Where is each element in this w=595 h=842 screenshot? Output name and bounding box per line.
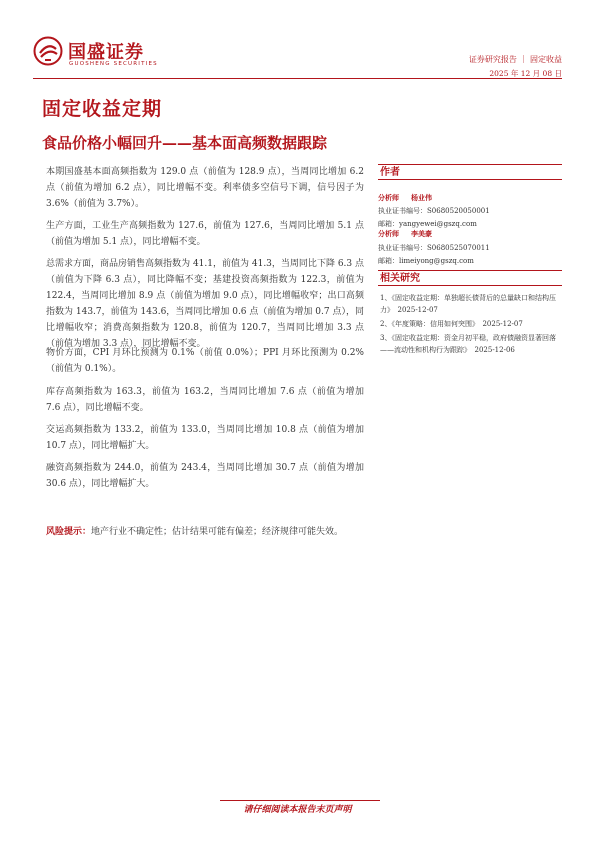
report-date: 2025 年 12 月 08 日	[489, 69, 562, 78]
related-item-3[interactable]: 3、《固定收益定期：资金月初平稳，政府债融资显著回落——流动性和机构行为跟踪》 2025-12-06	[380, 334, 556, 354]
inventory-paragraph: 库存高频指数为 163.3，前值为 163.2，当周同比增加 7.6 点（前值为增加 7.6 点），同比增幅不变。	[46, 387, 364, 413]
author-2-role: 分析师	[378, 229, 399, 238]
report-headline: 食品价格小幅回升——基本面高频数据跟踪	[42, 134, 328, 152]
company-name-cn: 国盛证券	[68, 42, 144, 63]
price-paragraph: 物价方面，CPI 月环比预测为 0.1%（前值 0.0%）；PPI 月环比预测为 0.2%（前值为 0.1%）。	[46, 348, 364, 374]
risk-text: 地产行业不确定性；估计结果可能有偏差；经济规律可能失效。	[91, 527, 344, 537]
author-2-header	[378, 229, 432, 239]
related-item-1[interactable]: 1、《固定收益定期：单独超长债背后的总量缺口和结构压力》 2025-12-07	[380, 294, 556, 314]
related-heading: 相关研究	[378, 270, 562, 286]
demand-paragraph: 总需求方面，商品房销售高频指数为 41.1，前值为 41.3，当周同比下降 6.3 点（前值为下降 6.3 点），同比降幅不变；基建投资高频指数为 122.3，前值为 122.4，当周同比增加 8.9 点（前值为增加 9.0 点），同比增幅收窄；出口高频指数为 143.7，前值为 143.6，当周同比增加 0.6 点（前值为增加 0.7 点），同比增幅收窄；消费高频指数为 120.8，前值为 120.7，当周同比增加 3.3 点（前值为增加 3.3 点），同比增幅不变。	[46, 259, 364, 349]
author-2-email[interactable]: 邮箱：limeiyong@gszq.com	[378, 257, 474, 265]
guosheng-logo-icon	[33, 36, 63, 66]
company-name-en: GUOSHENG SECURITIES	[69, 61, 158, 67]
financing-paragraph: 融资高频指数为 244.0，前值为 243.4，当周同比增加 30.7 点（前值为增加 30.6 点），同比增幅扩大。	[46, 463, 364, 489]
footer-disclaimer: 请仔细阅读本报告末页声明	[243, 805, 352, 815]
author-1-role: 分析师	[378, 193, 399, 202]
author-2-cert: 执业证书编号：S0680525070011	[378, 244, 490, 252]
authors-heading: 作者	[378, 164, 562, 180]
transport-paragraph: 交运高频指数为 133.2，前值为 133.0，当周同比增加 10.8 点（前值为增加 10.7 点），同比增幅扩大。	[46, 425, 364, 451]
author-2-name: 李美豪	[411, 229, 432, 238]
report-type: 证券研究报告 ｜ 固定收益	[468, 55, 562, 64]
risk-label: 风险提示：	[46, 527, 92, 537]
header-divider	[33, 78, 562, 79]
author-1-email[interactable]: 邮箱：yangyewei@gszq.com	[378, 220, 477, 228]
author-1-cert: 执业证书编号：S0680520050001	[378, 207, 490, 215]
risk-warning	[46, 524, 376, 537]
production-paragraph: 生产方面，工业生产高频指数为 127.6，前值为 127.6，当周同比增加 5.1 点（前值为增加 5.1 点），同比增幅不变。	[46, 221, 364, 247]
report-category: 固定收益定期	[42, 98, 163, 120]
company-logo	[33, 36, 163, 76]
footer-divider	[220, 800, 380, 801]
author-1-name: 杨业伟	[411, 193, 432, 202]
related-item-2[interactable]: 2、《年度策略：信用如何突围》 2025-12-07	[380, 320, 523, 328]
summary-paragraph: 本期国盛基本面高频指数为 129.0 点（前值为 128.9 点），当周同比增加 6.2 点（前值为增加 6.2 点），同比增幅不变。利率债多空信号下调，信号因子为 3.6%（前值为 3.7%）。	[46, 167, 364, 209]
author-1-header	[378, 193, 432, 203]
